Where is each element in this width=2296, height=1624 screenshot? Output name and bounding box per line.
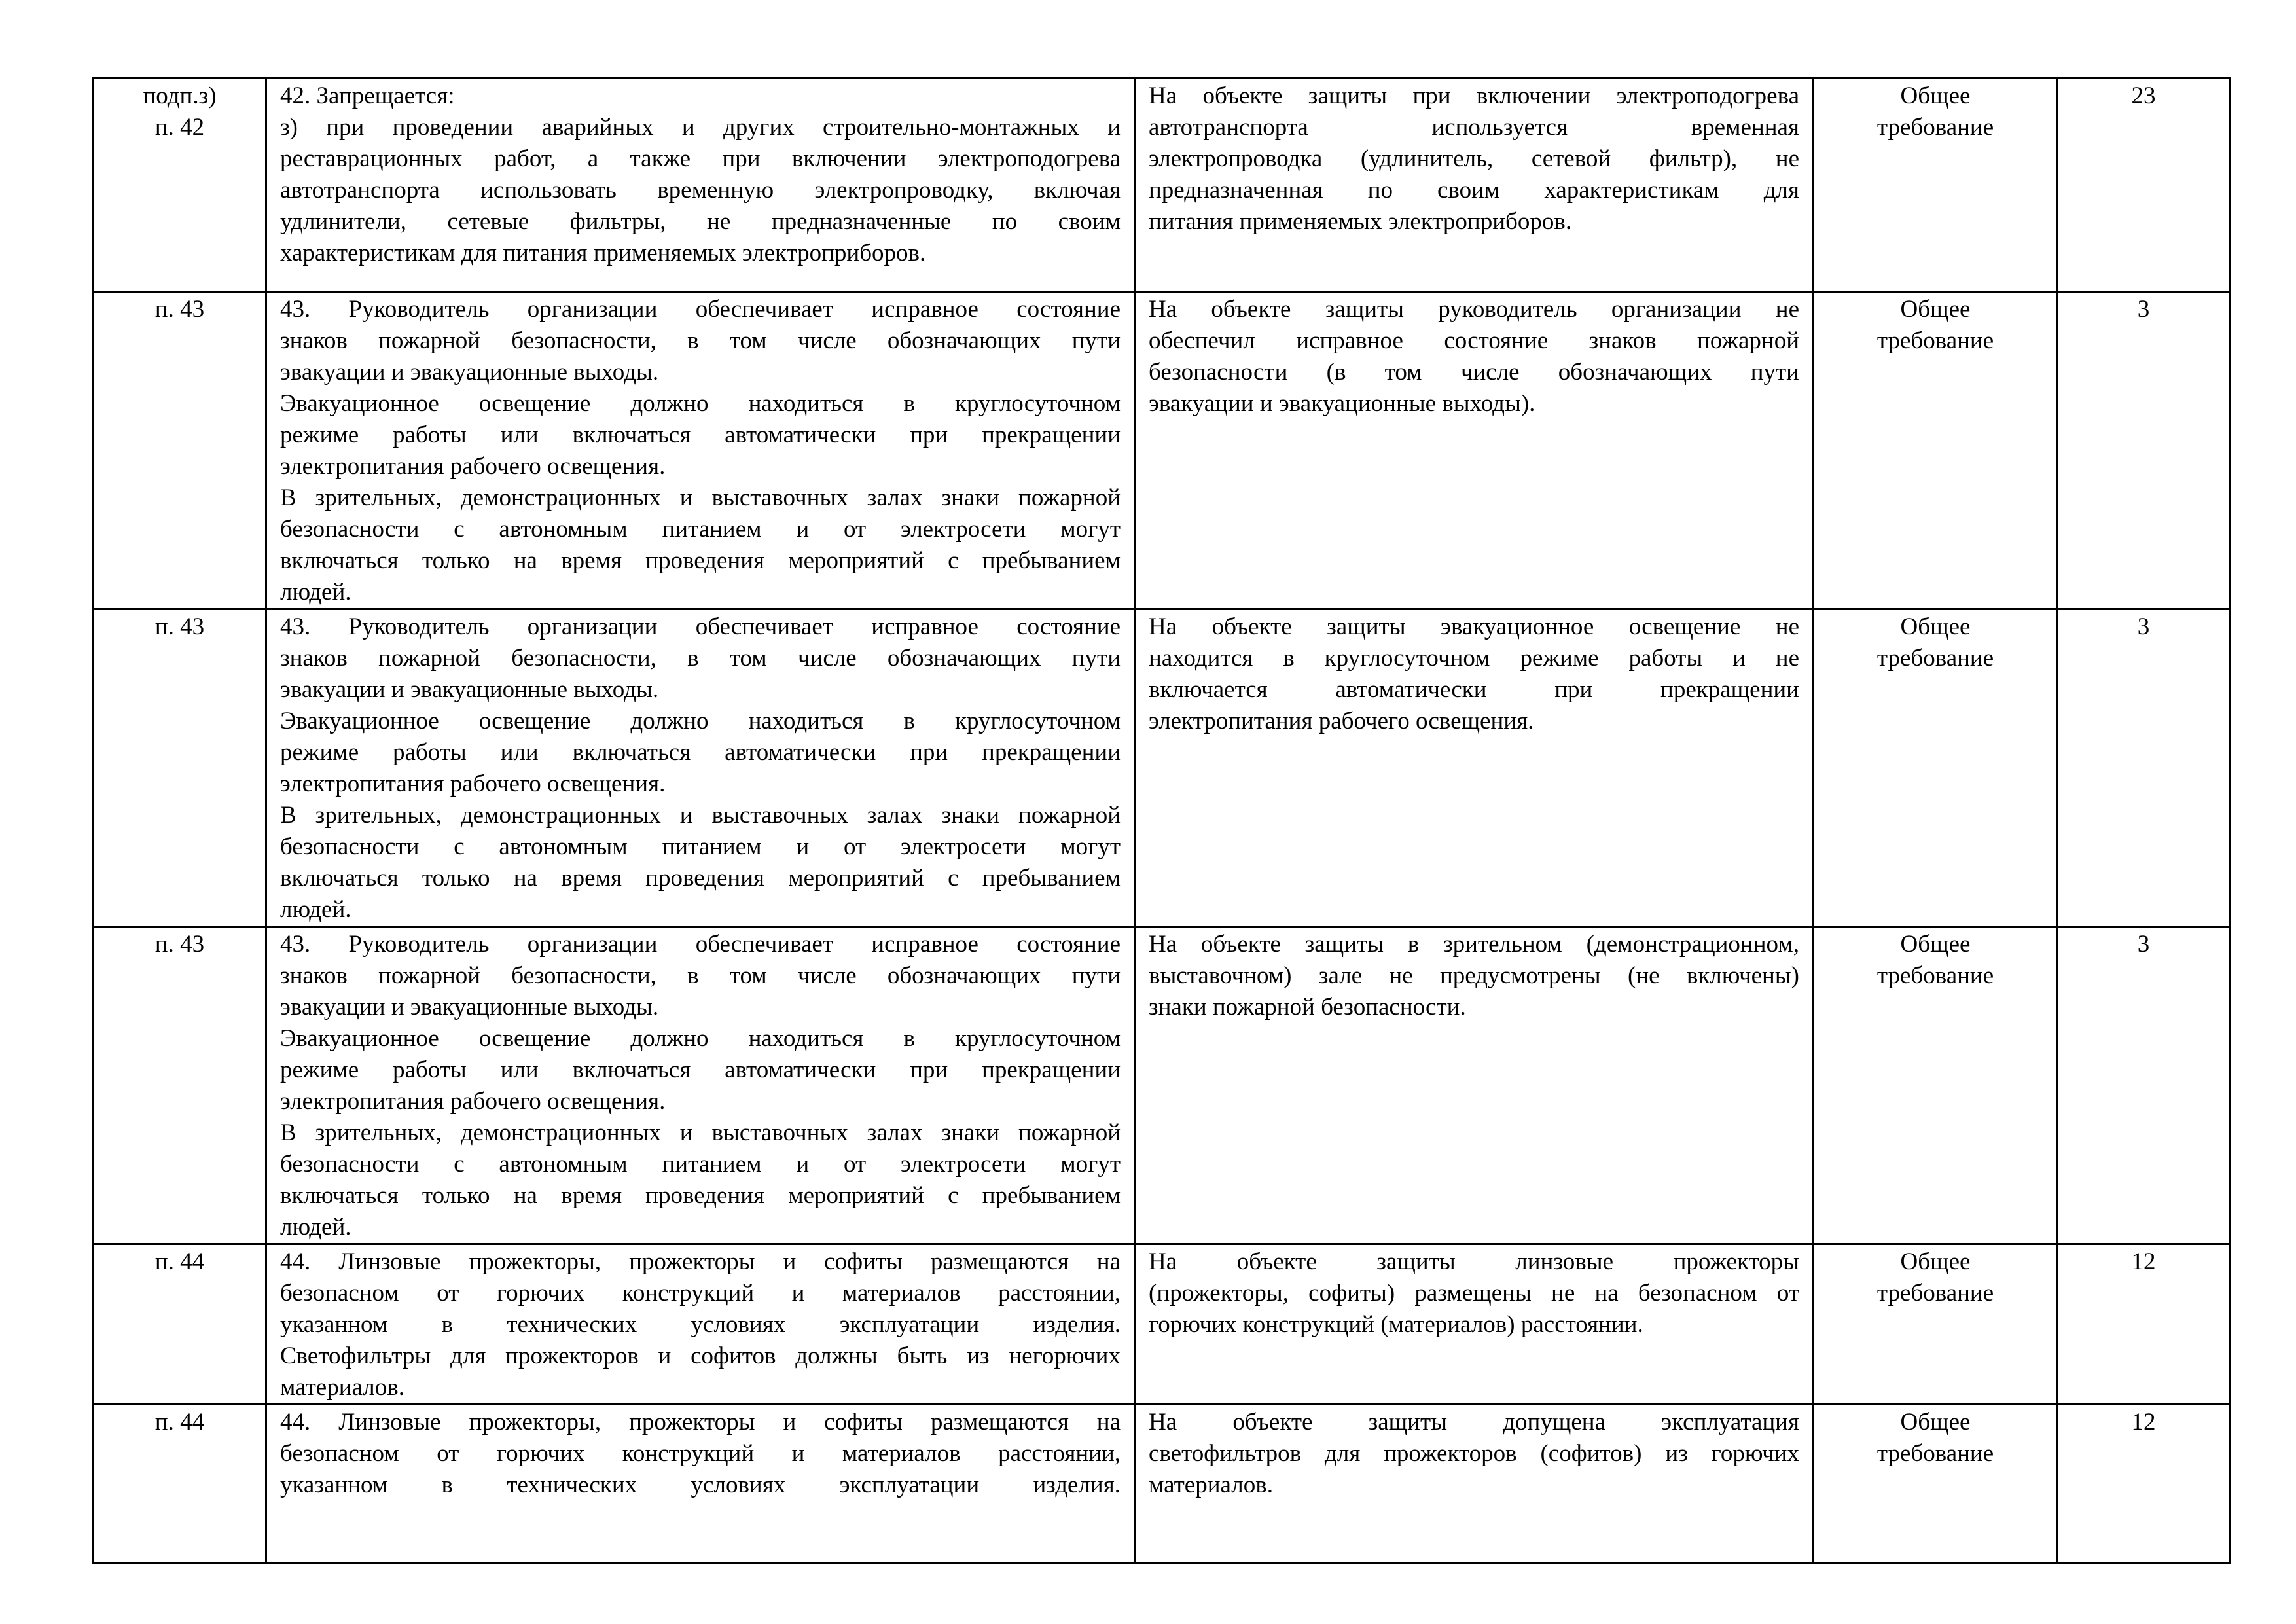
requirement-line: материалов. (280, 1374, 404, 1401)
number-cell (2058, 1244, 2230, 1405)
requirement-type-cell (1814, 1244, 2058, 1405)
number-cell (2058, 292, 2230, 609)
ref-line: подп.з) (143, 82, 217, 109)
number-cell (2058, 1405, 2230, 1564)
type-line: Общее (1900, 613, 1971, 640)
requirement-line: эвакуации и эвакуационные выходы. (280, 359, 659, 386)
type-line: Общее (1900, 82, 1971, 109)
type-line: требование (1876, 1280, 1994, 1307)
clause-reference-cell (94, 609, 266, 927)
num-value: 3 (2137, 931, 2150, 958)
violation-line: материалов. (1149, 1471, 1273, 1498)
violation-text-cell (1135, 1244, 1814, 1405)
requirement-line: электропитания рабочего освещения. (280, 1088, 666, 1115)
violation-line: безопасности (в том числе обозначающих пути (1149, 359, 1799, 386)
type-line: Общее (1900, 1248, 1971, 1275)
violation-line: знаки пожарной безопасности. (1149, 994, 1466, 1020)
requirement-text-cell (266, 79, 1135, 292)
requirement-line: безопасности с автономным питанием и от электросети могут (280, 516, 1121, 543)
type-line: требование (1876, 1440, 1994, 1467)
clause-reference-cell (94, 1244, 266, 1405)
requirement-line: указанном в технических условиях эксплуатации изделия. (280, 1471, 1121, 1498)
violation-line: (прожекторы, софиты) размещены не на безопасном от (1149, 1280, 1799, 1307)
requirement-line: 44. Линзовые прожекторы, прожекторы и софиты размещаются на (280, 1409, 1121, 1435)
ref-line: п. 43 (154, 296, 205, 323)
requirement-line: знаков пожарной безопасности, в том числе обозначающих пути (280, 645, 1121, 672)
violation-line: эвакуации и эвакуационные выходы). (1149, 390, 1535, 417)
violation-line: выставочном) зале не предусмотрены (не включены) (1149, 962, 1799, 989)
requirement-line: людей. (280, 579, 351, 605)
requirement-text-cell (266, 1405, 1135, 1564)
clause-reference-cell (94, 1405, 266, 1564)
requirement-line: 43. Руководитель организации обеспечивает исправное состояние (280, 296, 1121, 323)
violation-text-cell (1135, 79, 1814, 292)
requirement-line: безопасности с автономным питанием и от электросети могут (280, 833, 1121, 860)
violation-line: включается автоматически при прекращении (1149, 676, 1799, 703)
type-line: требование (1876, 114, 1994, 141)
requirement-type-cell (1814, 79, 2058, 292)
requirement-line: включаться только на время проведения мероприятий с пребыванием (280, 547, 1121, 574)
requirement-line: 43. Руководитель организации обеспечивает исправное состояние (280, 931, 1121, 958)
ref-line: п. 43 (154, 613, 205, 640)
requirements-table (92, 77, 2231, 1564)
number-cell (2058, 927, 2230, 1244)
violation-line: На объекте защиты линзовые прожекторы (1149, 1248, 1799, 1275)
num-value: 3 (2137, 613, 2150, 640)
requirement-line: безопасности с автономным питанием и от электросети могут (280, 1151, 1121, 1178)
requirement-type-cell (1814, 927, 2058, 1244)
violation-line: находится в круглосуточном режиме работы и не (1149, 645, 1799, 672)
ref-line: п. 42 (154, 114, 205, 141)
requirement-line: В зрительных, демонстрационных и выставочных залах знаки пожарной (280, 802, 1121, 829)
requirement-type-cell (1814, 292, 2058, 609)
ref-line: п. 44 (154, 1248, 205, 1275)
violation-line: обеспечил исправное состояние знаков пожарной (1149, 327, 1799, 354)
requirement-text-cell (266, 927, 1135, 1244)
num-value: 23 (2131, 82, 2156, 109)
requirement-line: электропитания рабочего освещения. (280, 453, 666, 480)
requirement-type-cell (1814, 609, 2058, 927)
ref-line: п. 44 (154, 1409, 205, 1435)
clause-reference-cell (94, 927, 266, 1244)
table-row (94, 1244, 2230, 1405)
requirement-line: эвакуации и эвакуационные выходы. (280, 994, 659, 1020)
requirement-type-cell (1814, 1405, 2058, 1564)
table-row (94, 292, 2230, 609)
violation-text-cell (1135, 927, 1814, 1244)
table-row (94, 79, 2230, 292)
type-line: Общее (1900, 296, 1971, 323)
type-line: Общее (1900, 1409, 1971, 1435)
violation-line: На объекте защиты руководитель организации не (1149, 296, 1799, 323)
violation-text-cell (1135, 292, 1814, 609)
requirement-line: Светофильтры для прожекторов и софитов должны быть из негорючих (280, 1343, 1121, 1369)
violation-line: светофильтров для прожекторов (софитов) из горючих (1149, 1440, 1799, 1467)
violation-line: предназначенная по своим характеристикам для (1149, 177, 1799, 204)
violation-line: На объекте защиты допущена эксплуатация (1149, 1409, 1799, 1435)
violation-line: автотранспорта используется временная (1149, 114, 1799, 141)
clause-reference-cell (94, 79, 266, 292)
violation-line: На объекте защиты при включении электроподогрева (1149, 82, 1799, 109)
requirement-line: 44. Линзовые прожекторы, прожекторы и софиты размещаются на (280, 1248, 1121, 1275)
requirement-line: включаться только на время проведения мероприятий с пребыванием (280, 865, 1121, 892)
table-row (94, 927, 2230, 1244)
requirement-line: людей. (280, 1214, 351, 1240)
violation-line: электропитания рабочего освещения. (1149, 708, 1534, 734)
type-line: Общее (1900, 931, 1971, 958)
requirement-line: Эвакуационное освещение должно находиться в круглосуточном (280, 708, 1121, 734)
table-row (94, 609, 2230, 927)
requirement-line: режиме работы или включаться автоматически при прекращении (280, 1056, 1121, 1083)
requirement-line: реставрационных работ, а также при включении электроподогрева (280, 145, 1121, 172)
num-value: 12 (2131, 1409, 2156, 1435)
requirement-line: электропитания рабочего освещения. (280, 770, 666, 797)
requirement-line: удлинители, сетевые фильтры, не предназначенные по своим (280, 208, 1121, 235)
requirement-line: безопасном от горючих конструкций и материалов расстоянии, (280, 1280, 1121, 1307)
requirement-line: включаться только на время проведения мероприятий с пребыванием (280, 1182, 1121, 1209)
violation-line: На объекте защиты эвакуационное освещение не (1149, 613, 1799, 640)
requirement-line: режиме работы или включаться автоматически при прекращении (280, 422, 1121, 448)
violation-line: электропроводка (удлинитель, сетевой фильтр), не (1149, 145, 1799, 172)
violation-text-cell (1135, 1405, 1814, 1564)
violation-line: горючих конструкций (материалов) расстоянии. (1149, 1311, 1643, 1338)
violation-line: На объекте защиты в зрительном (демонстрационном, (1149, 931, 1799, 958)
requirement-line: Эвакуационное освещение должно находиться в круглосуточном (280, 390, 1121, 417)
requirement-line: Эвакуационное освещение должно находиться в круглосуточном (280, 1025, 1121, 1052)
requirement-line: 42. Запрещается: (280, 82, 455, 109)
type-line: требование (1876, 327, 1994, 354)
type-line: требование (1876, 645, 1994, 672)
requirement-line: эвакуации и эвакуационные выходы. (280, 676, 659, 703)
requirement-line: знаков пожарной безопасности, в том числе обозначающих пути (280, 962, 1121, 989)
requirement-line: з) при проведении аварийных и других строительно-монтажных и (280, 114, 1121, 141)
num-value: 12 (2131, 1248, 2156, 1275)
requirement-text-cell (266, 609, 1135, 927)
number-cell (2058, 609, 2230, 927)
requirement-line: В зрительных, демонстрационных и выставочных залах знаки пожарной (280, 1119, 1121, 1146)
requirement-line: режиме работы или включаться автоматически при прекращении (280, 739, 1121, 766)
violation-line: питания применяемых электроприборов. (1149, 208, 1572, 235)
requirement-line: людей. (280, 896, 351, 923)
requirement-text-cell (266, 292, 1135, 609)
requirement-line: безопасном от горючих конструкций и материалов расстоянии, (280, 1440, 1121, 1467)
table-row (94, 1405, 2230, 1564)
violation-text-cell (1135, 609, 1814, 927)
requirement-text-cell (266, 1244, 1135, 1405)
ref-line: п. 43 (154, 931, 205, 958)
requirement-line: 43. Руководитель организации обеспечивает исправное состояние (280, 613, 1121, 640)
number-cell (2058, 79, 2230, 292)
requirement-line: В зрительных, демонстрационных и выставочных залах знаки пожарной (280, 484, 1121, 511)
requirement-line: автотранспорта использовать временную электропроводку, включая (280, 177, 1121, 204)
requirement-line: характеристикам для питания применяемых электроприборов. (280, 240, 926, 266)
type-line: требование (1876, 962, 1994, 989)
clause-reference-cell (94, 292, 266, 609)
num-value: 3 (2137, 296, 2150, 323)
requirement-line: знаков пожарной безопасности, в том числе обозначающих пути (280, 327, 1121, 354)
requirement-line: указанном в технических условиях эксплуатации изделия. (280, 1311, 1121, 1338)
